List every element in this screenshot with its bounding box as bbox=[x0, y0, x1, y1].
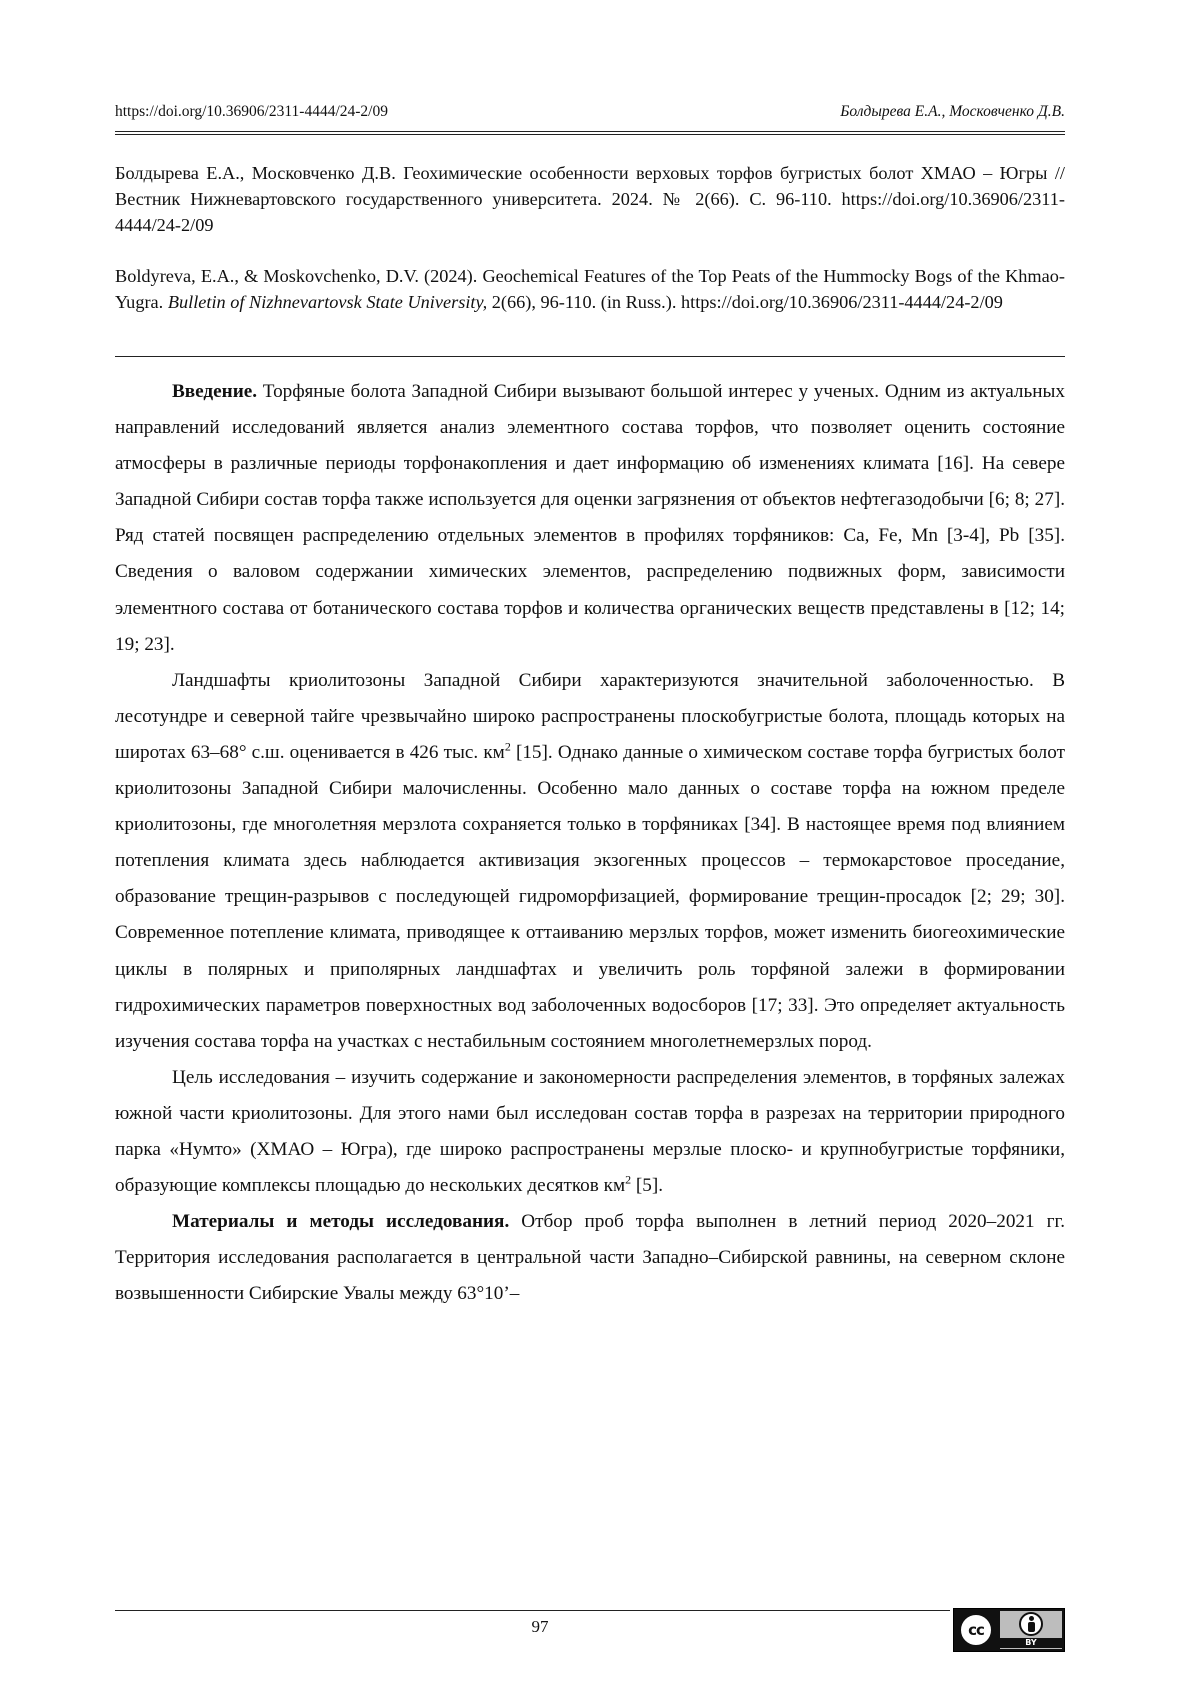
paragraph-landscapes-text-a: Ландшафты криолитозоны Западной Сибири характеризуются значительной заболоченностью. В лесотундре и северной тайге чрезвычайно широко распространены плоскобугристые болота, площадь которых на широтах 63–68° с.ш. оценивается в 426 тыс. км bbox=[115, 669, 1065, 763]
cc-icon: cc bbox=[958, 1612, 994, 1648]
paragraph-aim bbox=[115, 1060, 1065, 1204]
paragraph-landscapes bbox=[115, 663, 1065, 1060]
paragraph-methods-text: Отбор проб торфа выполнен в летний период 2020–2021 гг. Территория исследования располагается в центральной части Западно–Сибирской равнины, на северном склоне возвышенности Сибирские Увалы между 63°10’– bbox=[115, 1211, 1066, 1305]
article-body bbox=[115, 374, 1065, 1312]
citation-english-authors-title: Boldyreva, E.A., & Moskovchenko, D.V. (2024). Geochemical Features of the Top Peats of the Hummocky Bogs of the Khmao-Yugra. bbox=[115, 266, 1065, 312]
page-number: 97 bbox=[531, 1617, 549, 1636]
header-authors: Болдырева Е.А., Московченко Д.В. bbox=[840, 103, 1065, 120]
paragraph-methods bbox=[115, 1204, 1065, 1312]
paragraph-landscapes-text-b: [15]. Однако данные о химическом составе торфа бугристых болот криолитозоны Западной Сибири малочисленны. Особенно мало данных о составе торфа на южном пределе криолитозоны, где многолетняя мерзлота сохраняется только в торфяниках [34]. В настоящее время под влиянием потепления климата здесь наблюдается активизация экзогенных процессов – термокарстовое проседание, образование трещин-разрывов с последующей гидроморфизацией, формирование трещин-просадок [2; 29; 30]. Современное потепление климата, приводящее к оттаиванию мерзлых торфов, может изменить биогеохимические циклы в полярных и приполярных ландшафтах и увеличить роль торфяной залежи в формировании гидрохимических параметров поверхностных вод заболоченных водосборов [17; 33]. Это определяет актуальность изучения состава торфа на участках с нестабильным состоянием многолетнемерзлых пород. bbox=[115, 741, 1065, 1052]
heading-introduction: Введение. bbox=[172, 381, 258, 402]
header-doi-link[interactable]: https://doi.org/10.36906/2311-4444/24-2/09 bbox=[115, 103, 388, 120]
running-header bbox=[115, 103, 1065, 125]
page bbox=[115, 0, 1065, 1697]
by-label: BY bbox=[1000, 1638, 1062, 1648]
heading-methods: Материалы и методы исследования. bbox=[172, 1211, 510, 1233]
paragraph-aim-text-b: [5]. bbox=[631, 1175, 664, 1197]
citation-divider bbox=[115, 356, 1065, 357]
superscript-2: 2 bbox=[504, 739, 511, 754]
header-double-rule bbox=[115, 131, 1065, 135]
citation-english-issue-doi: 2(66), 96-110. (in Russ.). https://doi.org/10.36906/2311-4444/24-2/09 bbox=[487, 292, 1003, 312]
citation-english-journal: Bulletin of Nizhnevartovsk State University, bbox=[167, 292, 488, 312]
attribution-person-icon bbox=[1019, 1612, 1043, 1636]
cc-by-license-badge[interactable] bbox=[953, 1608, 1065, 1652]
paragraph-aim-text-a: Цель исследования – изучить содержание и закономерности распределения элементов, в торфяных залежах южной части криолитозоны. Для этого нами был исследован состав торфа в разрезах на территории природного парка «Нумто» (ХМАО – Югра), где широко распространены мерзлые плоско- и крупнобугристые торфяники, образующие комплексы площадью до нескольких десятков км bbox=[115, 1066, 1065, 1197]
citation-english bbox=[115, 263, 1065, 315]
citation-russian: Болдырева Е.А., Московченко Д.В. Геохимические особенности верховых торфов бугристых болот ХМАО – Югры // Вестник Нижневартовского государственного университета. 2024. № 2(66). С. 96-110. https://doi.org/10.36906/2311-4444/24-2/09 bbox=[115, 163, 1065, 235]
superscript-2: 2 bbox=[625, 1172, 632, 1187]
footer-rule bbox=[115, 1610, 950, 1611]
paragraph-introduction bbox=[115, 374, 1065, 663]
paragraph-introduction-text: Торфяные болота Западной Сибири вызывают большой интерес у ученых. Одним из актуальных направлений исследований является анализ элементного состава торфов, что позволяет оценить состояние атмосферы в различные периоды торфонакопления и дает информацию об изменениях климата [16]. На севере Западной Сибири состав торфа также используется для оценки загрязнения от объектов нефтегазодобычи [6; 8; 27]. Ряд статей посвящен распределению отдельных элементов в профилях торфяников: Ca, Fe, Mn [3-4], Pb [35]. Сведения о валовом содержании химических элементов, распределению подвижных форм, зависимости элементного состава от ботанического состава торфов и количества органических веществ представлены в [12; 14; 19; 23]. bbox=[115, 381, 1065, 655]
by-panel bbox=[1000, 1611, 1062, 1649]
